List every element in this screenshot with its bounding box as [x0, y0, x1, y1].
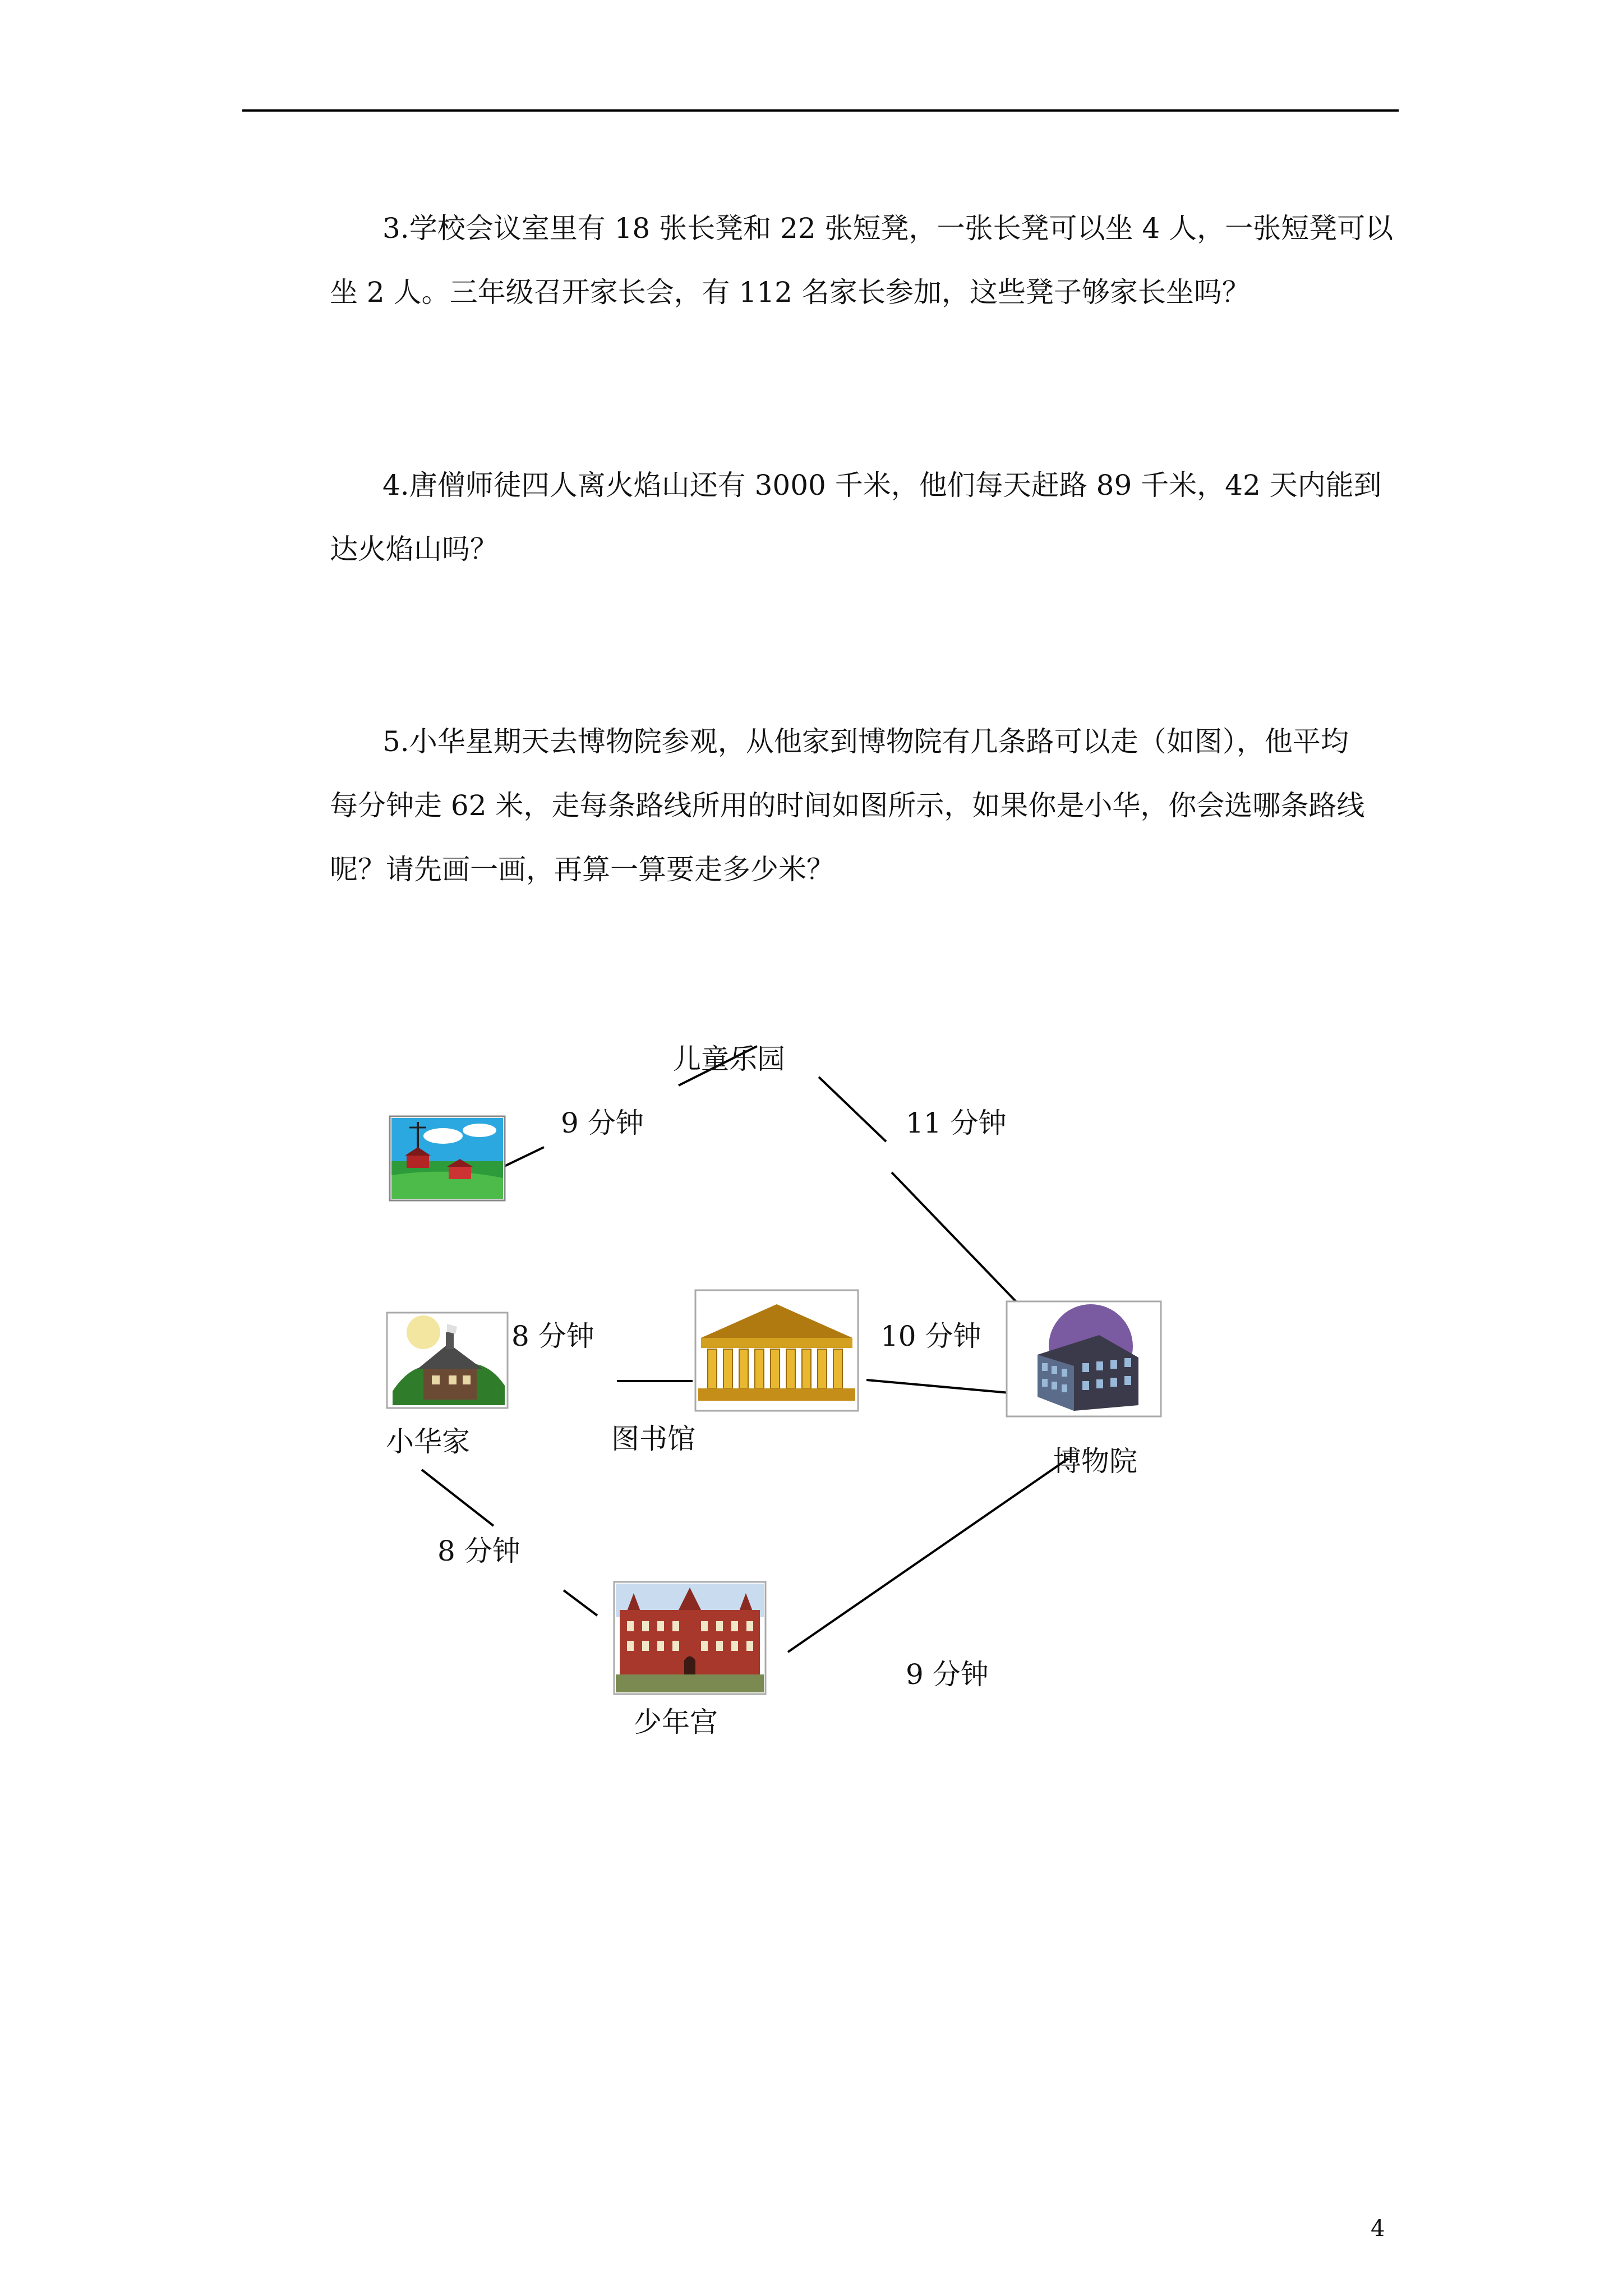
label-youth-palace: 少年宫: [634, 1706, 718, 1738]
label-museum: 博物院: [1053, 1445, 1137, 1478]
label-home: 小华家: [386, 1425, 470, 1458]
question-5-line-3: 呢？请先画一画，再算一算要走多少米？: [330, 853, 834, 886]
label-park: 儿童乐园: [673, 1043, 785, 1075]
route-line-palace-museum: [788, 1458, 1068, 1652]
question-4-line-1: 4.唐僧师徒四人离火焰山还有 3000 千米，他们每天赶路 89 千米，42 天内能到: [382, 469, 1382, 501]
question-5-line-2: 每分钟走 62 米，走每条路线所用的时间如图所示，如果你是小华，你会选哪条路线: [330, 789, 1365, 822]
museum-building-icon: [1007, 1301, 1161, 1416]
time-park-to-museum: 11 分钟: [906, 1107, 1007, 1139]
label-library: 图书馆: [611, 1423, 695, 1455]
farm-icon: [390, 1116, 505, 1200]
question-3-line-1: 3.学校会议室里有 18 张长凳和 22 张短凳，一张长凳可以坐 4 人，一张短凳可以: [382, 212, 1394, 245]
temple-icon: [695, 1290, 858, 1411]
page-number: 4: [1371, 2216, 1385, 2242]
time-home-to-library: 8 分钟: [511, 1320, 594, 1352]
palace-icon: [614, 1582, 766, 1694]
time-palace-to-museum: 9 分钟: [906, 1658, 989, 1691]
question-5-line-1: 5.小华星期天去博物院参观，从他家到博物院有几条路可以走（如图），他平均: [382, 725, 1349, 758]
question-3-line-2: 坐 2 人。三年级召开家长会，有 112 名家长参加，这些凳子够家长坐吗？: [330, 276, 1250, 309]
time-home-to-palace: 8 分钟: [437, 1535, 520, 1567]
route-line-home-palace-b: [564, 1590, 597, 1616]
route-line-park-museum-a: [819, 1077, 886, 1142]
route-line-home-palace-a: [422, 1470, 494, 1526]
question-4-line-2: 达火焰山吗？: [330, 533, 498, 565]
time-home-to-park: 9 分钟: [561, 1107, 644, 1139]
house-icon: [387, 1313, 508, 1408]
route-line-library-museum: [866, 1380, 1009, 1393]
time-library-to-museum: 10 分钟: [880, 1320, 981, 1352]
